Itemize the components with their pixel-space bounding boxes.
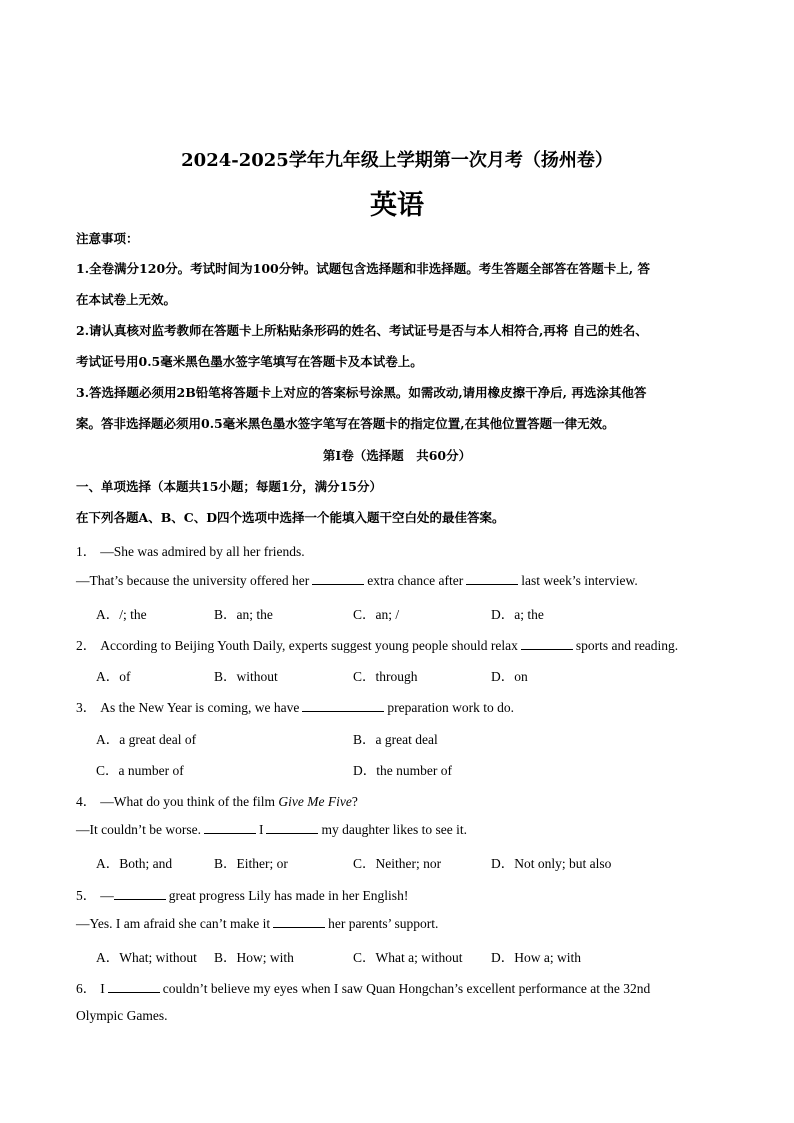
answer-blank [312, 572, 364, 585]
note-2-line-1: 2.请认真核对监考教师在答题卡上所粘贴条形码的姓名、考试证号是否与本人相符合,再将 自己的姓名、 [76, 323, 648, 338]
question-3-option-c: C．a number of [96, 763, 184, 778]
question-2-stem [76, 634, 678, 654]
question-text: —Yes. I am afraid she can’t make it [76, 916, 271, 931]
question-2-option-c: C．through [353, 669, 418, 684]
answer-blank [114, 887, 166, 900]
answer-blank [204, 821, 256, 834]
part-heading: 第Ⅰ卷（选择题 共60分） [322, 448, 472, 463]
subject-title: 英语 [370, 190, 424, 221]
question-5-line-2 [76, 915, 438, 932]
question-number: 2． [76, 638, 97, 653]
question-text: I [258, 822, 264, 837]
question-text: —She was admired by all her friends. [100, 544, 305, 559]
question-text: According to Beijing Youth Daily, experts suggest young people should relax [100, 638, 518, 653]
question-1-stem [76, 540, 305, 560]
question-text: preparation work to do. [387, 700, 515, 715]
note-3-line-2: 案。答非选择题必须用0.5毫米黑色墨水签字笔写在答题卡的指定位置,在其他位置答题一律无效。 [76, 416, 615, 431]
question-3-option-b: B．a great deal [353, 732, 438, 747]
question-6-line-2: Olympic Games. [76, 1008, 168, 1023]
question-4-line-2 [76, 821, 467, 838]
notes-heading: 注意事项： [76, 231, 139, 246]
film-title: Give Me Five [278, 794, 352, 809]
question-1-option-a: A．/; the [96, 607, 147, 622]
note-1-line-2: 在本试卷上无效。 [76, 292, 177, 307]
question-6-stem [76, 977, 650, 997]
question-5-stem [76, 884, 408, 904]
question-number: 5． [76, 888, 97, 903]
answer-blank [273, 915, 325, 928]
question-4-option-c: C．Neither; nor [353, 856, 442, 871]
question-text: her parents’ support. [328, 916, 439, 931]
question-4-option-b: B．Either; or [214, 856, 288, 871]
question-number: 6． [76, 981, 97, 996]
question-3-option-a: A．a great deal of [96, 732, 197, 747]
question-number: 4． [76, 794, 97, 809]
question-1-option-d: D．a; the [491, 607, 544, 622]
question-5-option-a: A．What; without [96, 950, 197, 965]
question-4-option-a: A．Both; and [96, 856, 173, 871]
question-text: sports and reading. [575, 638, 679, 653]
section-instruction: 在下列各题A、B、C、D四个选项中选择一个能填入题干空白处的最佳答案。 [76, 510, 505, 525]
question-text: As the New Year is coming, we have [100, 700, 300, 715]
question-5-option-c: C．What a; without [353, 950, 463, 965]
section-title: 一、单项选择（本题共15小题；每题1分，满分15分） [76, 479, 382, 494]
question-text: couldn’t believe my eyes when I saw Quan Hongchan’s excellent performance at the 32nd [162, 981, 651, 996]
answer-blank [108, 980, 160, 993]
question-3-stem [76, 696, 514, 716]
question-text: last week’s interview. [521, 573, 638, 588]
question-text: I [100, 981, 105, 996]
question-3-option-d: D．the number of [353, 763, 452, 778]
note-3-line-1: 3.答选择题必须用2B铅笔将答题卡上对应的答案标号涂黑。如需改动,请用橡皮擦干净后, 再选涂其他答 [76, 385, 647, 400]
answer-blank [521, 637, 573, 650]
question-4-stem [76, 790, 358, 810]
question-number: 3． [76, 700, 97, 715]
exam-title: 2024-2025学年九年级上学期第一次月考（扬州卷） [181, 150, 613, 171]
question-text: —That’s because the university offered her [76, 573, 310, 588]
question-1-option-b: B．an; the [214, 607, 273, 622]
answer-blank [302, 699, 384, 712]
question-text: — [100, 888, 114, 903]
question-text: —What do you think of the film [100, 794, 275, 809]
question-1-line-2 [76, 572, 638, 589]
question-text: extra chance after [367, 573, 464, 588]
note-1-line-1: 1.全卷满分120分。考试时间为100分钟。试题包含选择题和非选择题。考生答题全部答在答题卡上, 答 [76, 261, 650, 276]
question-5-option-d: D．How a; with [491, 950, 581, 965]
question-text: —It couldn’t be worse. [76, 822, 201, 837]
question-text: ? [351, 794, 358, 809]
question-5-option-b: B．How; with [214, 950, 294, 965]
question-text: my daughter likes to see it. [321, 822, 467, 837]
question-2-option-d: D．on [491, 669, 528, 684]
question-1-option-c: C．an; / [353, 607, 400, 622]
question-2-option-a: A．of [96, 669, 131, 684]
answer-blank [266, 821, 318, 834]
answer-blank [466, 572, 518, 585]
question-number: 1． [76, 544, 97, 559]
question-text: great progress Lily has made in her English! [168, 888, 409, 903]
note-2-line-2: 考试证号用0.5毫米黑色墨水签字笔填写在答题卡及本试卷上。 [76, 354, 423, 369]
question-2-option-b: B．without [214, 669, 278, 684]
question-4-option-d: D．Not only; but also [491, 856, 612, 871]
